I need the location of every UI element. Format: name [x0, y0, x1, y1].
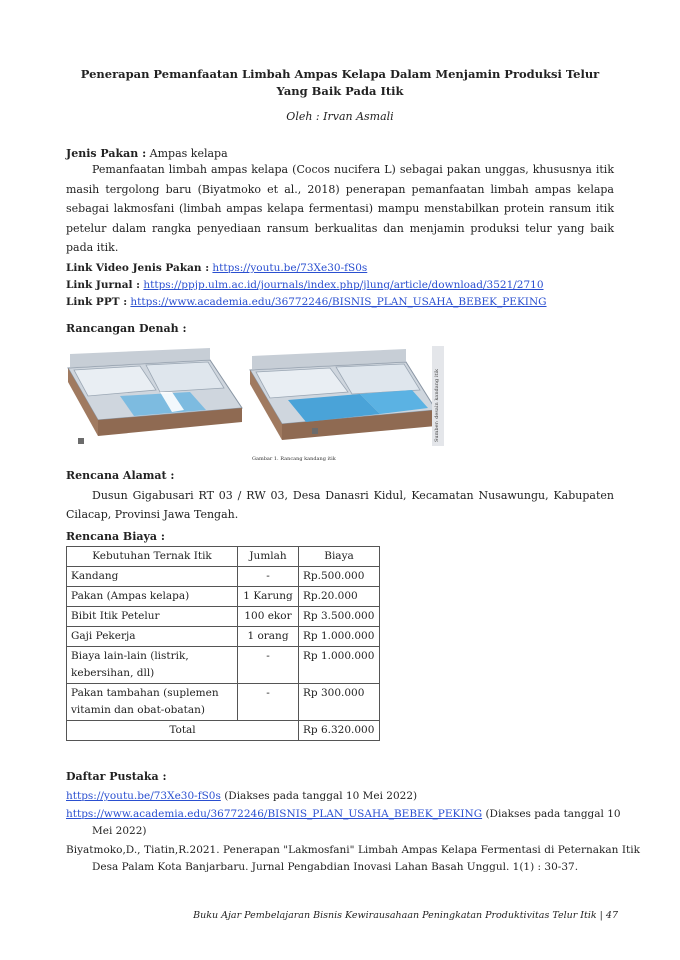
plan-left — [68, 348, 242, 444]
link-video-url[interactable]: https://youtu.be/73Xe30-fS0s — [212, 262, 368, 274]
table-row — [67, 567, 380, 587]
table-row — [67, 607, 380, 627]
budget-total-value: Rp 6.320.000 — [299, 721, 380, 741]
reference-link[interactable]: https://www.academia.edu/36772246/BISNIS_PLAN_USAHA_BEBEK_PEKING — [66, 808, 483, 820]
link-ppt-url[interactable]: https://www.academia.edu/36772246/BISNIS_PLAN_USAHA_BEBEK_PEKING — [130, 296, 547, 308]
address-text: Dusun Gigabusari RT 03 / RW 03, Desa Danasri Kidul, Kecamatan Nusawungu, Kabupaten Cilacap, Provinsi Jawa Tengah. — [66, 489, 614, 521]
reference-note: (Diakses pada tanggal 10 Mei 2022) — [92, 808, 621, 837]
budget-item: Pakan tambahan (suplemen vitamin dan obat-obatan) — [67, 684, 238, 721]
link-ppt-label: Link PPT : — [66, 296, 128, 308]
budget-total-label: Total — [67, 721, 299, 741]
document-title: Penerapan Pemanfaatan Limbah Ampas Kelapa Dalam Menjamin Produksi Telur Yang Baik Pada Itik — [80, 67, 600, 98]
budget-item: Gaji Pekerja — [67, 627, 238, 647]
layout-plan-heading: Rancangan Denah : — [66, 322, 187, 335]
link-journal-row — [66, 277, 626, 293]
layout-plan-caption: Gambar 1. Rancang kandang itik — [252, 456, 336, 462]
reference-item — [66, 788, 614, 805]
author-line: Oleh : Irvan Asmali — [286, 110, 394, 123]
reference-item — [66, 806, 640, 840]
table-row — [67, 627, 380, 647]
budget-header-cost: Biaya — [299, 547, 380, 567]
budget-header-need: Kebutuhan Ternak Itik — [67, 547, 238, 567]
budget-qty: 100 ekor — [238, 607, 299, 627]
budget-cost: Rp.500.000 — [299, 567, 380, 587]
budget-item: Kandang — [67, 567, 238, 587]
page-footer: Buku Ajar Pembelajaran Bisnis Kewirausahaan Peningkatan Produktivitas Telur Itik | 47 — [193, 910, 618, 921]
feed-paragraph: Pemanfaatan limbah ampas kelapa (Cocos nucifera L) sebagai pakan unggas, khususnya itik masih tergolong baru (Biyatmoko et al., 2018) penerapan pemanfaatan limbah ampas kelapa sebagai lakmosfani (limbah ampas kelapa fermentasi) mampu menstabilkan protein ransum itik petelur dalam rangka penyediaan ransum berkualitas dan menjamin produksi telur yang baik pada itik. — [66, 163, 614, 254]
budget-total-row — [67, 721, 380, 741]
plan-right — [250, 349, 436, 440]
budget-header-qty: Jumlah — [238, 547, 299, 567]
budget-item: Biaya lain-lain (listrik, kebersihan, dll) — [67, 647, 238, 684]
reference-note: (Diakses pada tanggal 10 Mei 2022) — [224, 790, 418, 802]
references-heading: Daftar Pustaka : — [66, 770, 167, 783]
address-heading: Rencana Alamat : — [66, 469, 175, 482]
budget-cost: Rp 300.000 — [299, 684, 380, 721]
table-row — [67, 684, 380, 721]
feed-type-label: Jenis Pakan : — [66, 147, 147, 160]
budget-cost: Rp.20.000 — [299, 587, 380, 607]
budget-heading: Rencana Biaya : — [66, 530, 165, 543]
budget-qty: 1 Karung — [238, 587, 299, 607]
budget-qty: - — [238, 647, 299, 684]
reference-item: Biyatmoko,D., Tiatin,R.2021. Penerapan "Lakmosfani" Limbah Ampas Kelapa Fermentasi di Peternakan Itik Desa Palam Kota Banjarbaru. Jurnal Pengabdian Inovasi Lahan Basah Unggul. 1(1) : 30-37. — [66, 844, 640, 873]
budget-cost: Rp 1.000.000 — [299, 647, 380, 684]
budget-item: Bibit Itik Petelur — [67, 607, 238, 627]
budget-item: Pakan (Ampas kelapa) — [67, 587, 238, 607]
link-video-label: Link Video Jenis Pakan : — [66, 262, 210, 274]
budget-qty: - — [238, 684, 299, 721]
table-row — [67, 647, 380, 684]
link-video-row — [66, 260, 626, 276]
link-journal-label: Link Jurnal : — [66, 279, 141, 291]
budget-cost: Rp 3.500.000 — [299, 607, 380, 627]
layout-plan-side-text: Sumber: desain kandang itik — [434, 369, 440, 442]
feed-type-value: Ampas kelapa — [149, 147, 228, 160]
budget-table-header — [67, 547, 380, 567]
budget-table — [66, 546, 380, 741]
table-row — [67, 587, 380, 607]
budget-cost: Rp 1.000.000 — [299, 627, 380, 647]
reference-link[interactable]: https://youtu.be/73Xe30-fS0s — [66, 790, 221, 802]
layout-plan-image — [60, 346, 450, 468]
link-ppt-row — [66, 294, 626, 310]
budget-qty: 1 orang — [238, 627, 299, 647]
link-journal-url[interactable]: https://ppjp.ulm.ac.id/journals/index.php/jlung/article/download/3521/2710 — [143, 279, 544, 291]
budget-qty: - — [238, 567, 299, 587]
